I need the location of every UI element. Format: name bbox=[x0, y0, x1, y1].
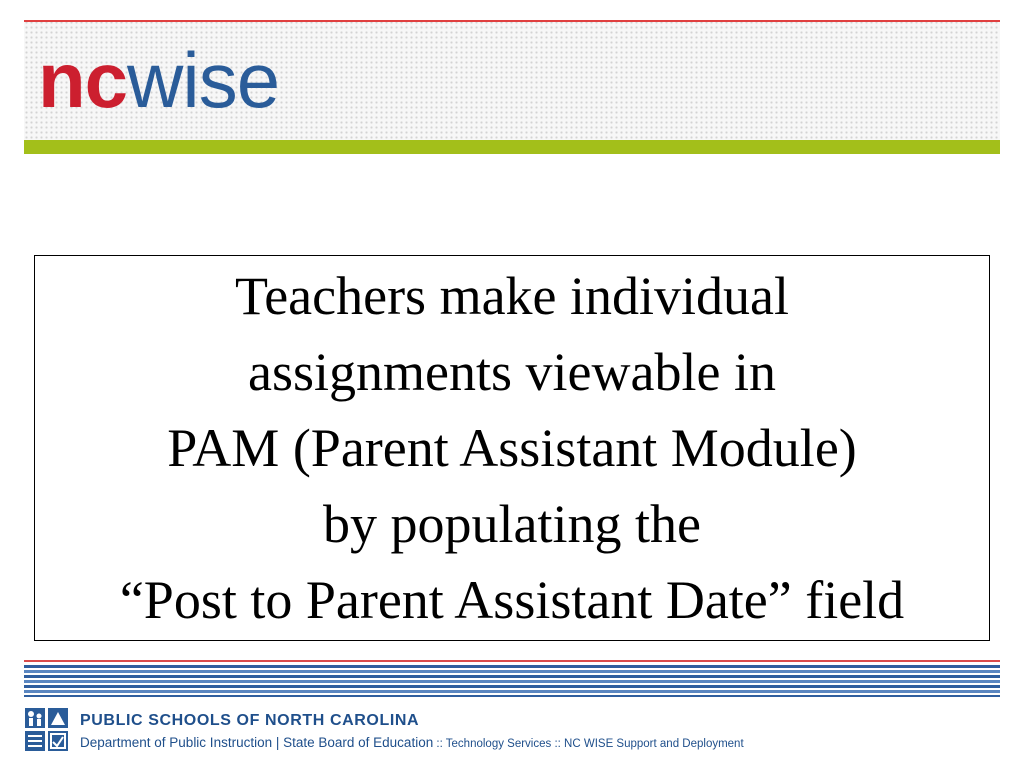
statement-line: assignments viewable in bbox=[248, 342, 776, 402]
logo-nc-text: nc bbox=[38, 36, 128, 124]
footer-subtitle bbox=[80, 735, 744, 750]
footer-title: PUBLIC SCHOOLS OF NORTH CAROLINA bbox=[80, 712, 420, 729]
nc-schools-logo-icon bbox=[24, 707, 70, 753]
logo-wise-text: wise bbox=[127, 36, 280, 124]
statement-box bbox=[34, 255, 990, 641]
statement-text bbox=[120, 258, 904, 638]
header-accent-bar bbox=[24, 140, 1000, 154]
footer-tagline: :: Technology Services :: NC WISE Support and Deployment bbox=[433, 738, 744, 750]
footer-department: Department of Public Instruction bbox=[80, 735, 273, 750]
footer-board: State Board of Education bbox=[283, 735, 434, 750]
statement-line: “Post to Parent Assistant Date” field bbox=[119, 570, 905, 630]
statement-line: Teachers make individual bbox=[234, 266, 789, 326]
footer-separator: | bbox=[272, 735, 284, 750]
statement-line: PAM (Parent Assistant Module) bbox=[167, 418, 857, 478]
footer-stripes bbox=[24, 660, 1000, 698]
header-top-line bbox=[24, 20, 1000, 22]
ncwise-logo bbox=[38, 30, 279, 130]
statement-line: by populating the bbox=[323, 494, 701, 554]
